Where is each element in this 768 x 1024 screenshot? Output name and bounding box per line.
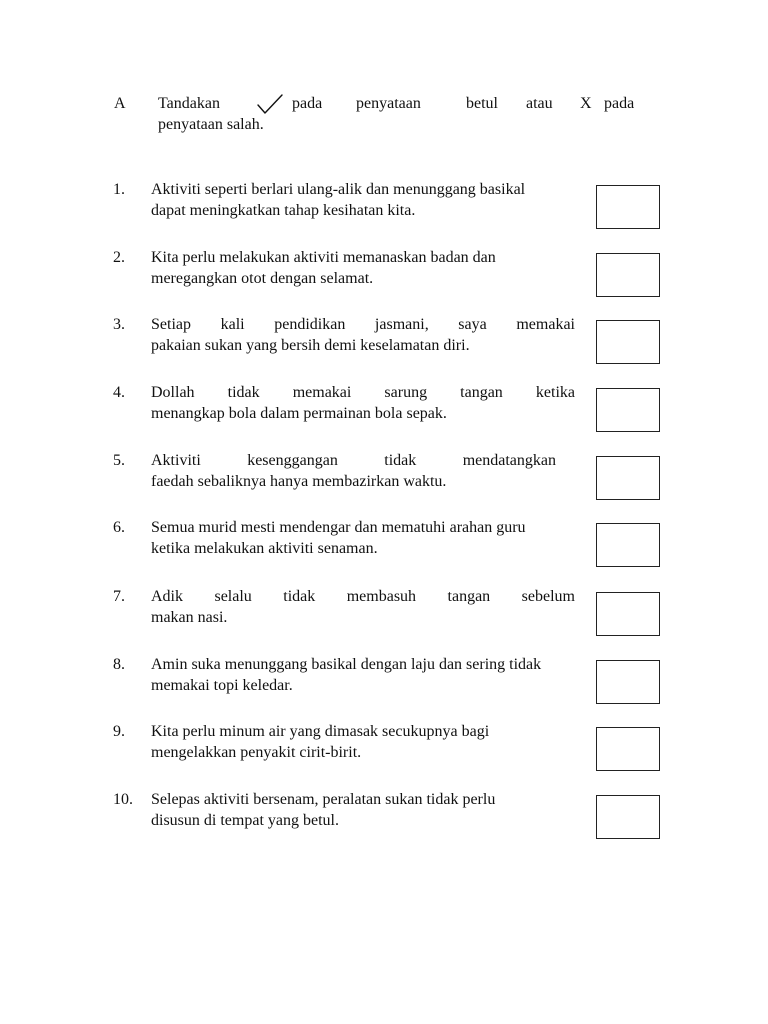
instruction-word: atau (526, 95, 553, 112)
answer-box[interactable] (596, 320, 660, 364)
instruction-word: pada (604, 95, 635, 112)
question-word: tangan (447, 588, 491, 605)
instruction-word: X (580, 95, 592, 112)
question-line: mengelakkan penyakit cirit-birit. (151, 744, 362, 761)
question-text (151, 314, 587, 356)
question-word: ketika (535, 384, 575, 401)
question-line (151, 586, 575, 607)
answer-box[interactable] (596, 523, 660, 567)
question-number: 2. (113, 249, 125, 266)
question-word: tangan (460, 384, 503, 401)
question-line: dapat meningkatkan tahap kesihatan kita. (151, 202, 416, 219)
question-number: 10. (113, 791, 133, 808)
question-item (0, 654, 768, 704)
question-item (0, 517, 768, 567)
question-word: mendatangkan (462, 452, 556, 469)
question-line: meregangkan otot dengan selamat. (151, 270, 374, 287)
question-line: Amin suka menunggang basikal dengan laju dan sering tidak (151, 656, 542, 673)
question-text (151, 789, 587, 831)
question-item (0, 314, 768, 364)
question-text (151, 382, 587, 424)
question-line: disusun di tempat yang betul. (151, 812, 339, 829)
section-letter: A (114, 95, 126, 112)
question-item (0, 179, 768, 229)
instruction-word: Tandakan (158, 95, 220, 112)
question-line: makan nasi. (151, 609, 228, 626)
instruction-line-1 (158, 94, 640, 114)
question-word: tidak (384, 452, 417, 469)
question-number: 1. (113, 181, 125, 198)
instruction-word: betul (466, 95, 498, 112)
question-number: 9. (113, 723, 125, 740)
question-number: 3. (113, 316, 125, 333)
question-item (0, 450, 768, 500)
answer-box[interactable] (596, 388, 660, 432)
answer-box[interactable] (596, 185, 660, 229)
question-text (151, 654, 587, 696)
question-line: faedah sebaliknya hanya membazirkan waktu. (151, 473, 447, 490)
question-item (0, 382, 768, 432)
answer-box[interactable] (596, 727, 660, 771)
checkmark-icon (256, 93, 284, 117)
question-word: jasmani, (374, 316, 429, 333)
question-number: 8. (113, 656, 125, 673)
question-word: selalu (214, 588, 252, 605)
question-line (151, 450, 556, 471)
question-line: pakaian sukan yang bersih demi keselamatan diri. (151, 337, 470, 354)
question-line (151, 382, 575, 403)
question-word: Dollah (151, 384, 195, 401)
question-text (151, 450, 587, 492)
answer-box[interactable] (596, 660, 660, 704)
question-line: Selepas aktiviti bersenam, peralatan sukan tidak perlu (151, 791, 496, 808)
question-item (0, 789, 768, 839)
instruction-word: penyataan (356, 95, 421, 112)
question-word: tidak (227, 384, 260, 401)
question-word: saya (458, 316, 487, 333)
question-word: membasuh (346, 588, 417, 605)
answer-box[interactable] (596, 456, 660, 500)
question-item (0, 721, 768, 771)
answer-box[interactable] (596, 795, 660, 839)
question-line: Kita perlu minum air yang dimasak secukupnya bagi (151, 723, 490, 740)
question-word: memakai (516, 316, 575, 333)
question-line: ketika melakukan aktiviti senaman. (151, 540, 378, 557)
question-line: memakai topi keledar. (151, 677, 293, 694)
question-number: 4. (113, 384, 125, 401)
question-text (151, 517, 587, 559)
question-number: 5. (113, 452, 125, 469)
question-text (151, 247, 587, 289)
question-word: Setiap (151, 316, 191, 333)
question-item (0, 586, 768, 636)
question-number: 6. (113, 519, 125, 536)
instruction-word: pada (292, 95, 323, 112)
question-text (151, 586, 587, 628)
question-line (151, 314, 575, 335)
question-word: kesenggangan (247, 452, 338, 469)
instruction-line-2: penyataan salah. (158, 116, 264, 133)
answer-box[interactable] (596, 592, 660, 636)
question-word: kali (220, 316, 245, 333)
question-word: tidak (283, 588, 316, 605)
question-item (0, 247, 768, 297)
question-line: Aktiviti seperti berlari ulang-alik dan menunggang basikal (151, 181, 526, 198)
question-word: sebelum (521, 588, 575, 605)
question-text (151, 179, 587, 221)
answer-box[interactable] (596, 253, 660, 297)
question-word: sarung (384, 384, 428, 401)
question-number: 7. (113, 588, 125, 605)
question-line: Semua murid mesti mendengar dan mematuhi arahan guru (151, 519, 526, 536)
question-word: Adik (151, 588, 183, 605)
question-line: menangkap bola dalam permainan bola sepak. (151, 405, 447, 422)
question-word: Aktiviti (151, 452, 201, 469)
question-line: Kita perlu melakukan aktiviti memanaskan badan dan (151, 249, 496, 266)
question-word: pendidikan (274, 316, 346, 333)
question-text (151, 721, 587, 763)
question-word: memakai (292, 384, 352, 401)
